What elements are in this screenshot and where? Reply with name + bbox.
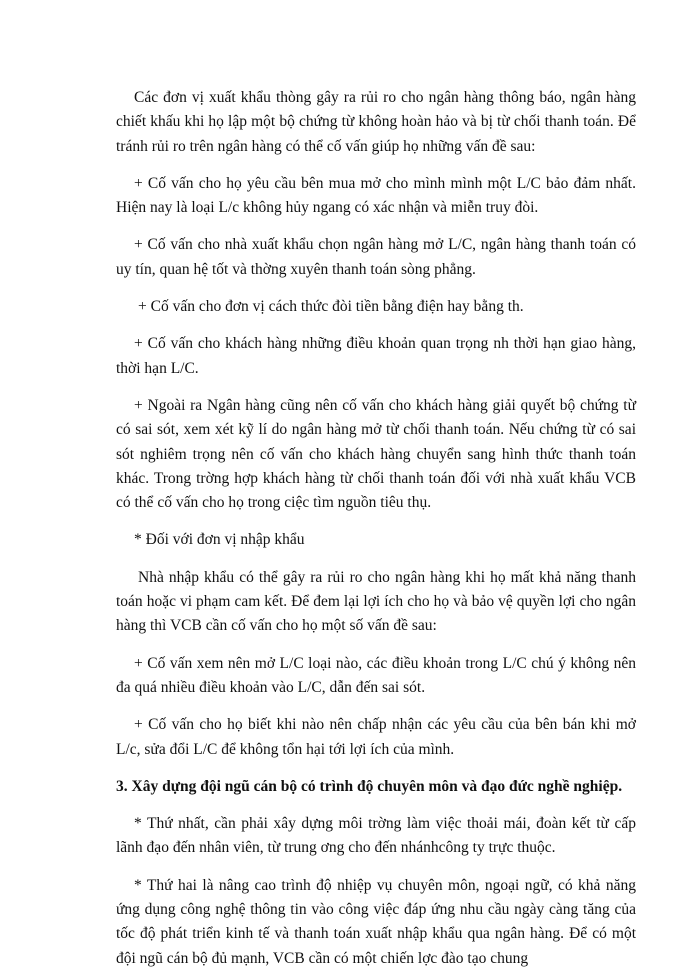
section-heading-staff: 3. Xây dựng đội ngũ cán bộ có trình độ chuyên môn và đạo đức nghề nghiệp. bbox=[116, 777, 623, 795]
document-body bbox=[116, 86, 636, 967]
paragraph-advice-claim-method: + Cố vấn cho đơn vị cách thức đòi tiền bằng điện hay bằng th. bbox=[138, 298, 524, 316]
paragraph-staff-first: * Thứ nhất, cần phải xây dựng môi trờng làm việc thoải mái, đoàn kết từ cấp lãnh đạo đến nhân viên, từ trung ơng cho đến nhánhcông ty trực thuộc. bbox=[116, 815, 636, 857]
paragraph-exporters-intro: Các đơn vị xuất khẩu thòng gây ra rủi ro cho ngân hàng thông báo, ngân hàng chiết khấu khi họ lập một bộ chứng từ không hoàn hảo và bị từ chối thanh toán. Để tránh rủi ro trên ngân hàng có thể cố vấn giúp họ những vấn đề sau: bbox=[116, 89, 636, 155]
paragraph-advice-lc-type: + Cố vấn xem nên mở L/C loại nào, các điều khoản trong L/C chú ý không nên đa quá nhiều điều khoản vào L/C, dẫn đến sai sót. bbox=[116, 654, 636, 696]
paragraph-advice-secure-lc: + Cố vấn cho họ yêu cầu bên mua mở cho mình mình một L/C bảo đảm nhất. Hiện nay là loại L/c không hủy ngang có xác nhận và miễn truy đòi. bbox=[116, 174, 636, 217]
paragraph-advice-accept-amendments: + Cố vấn cho họ biết khi nào nên chấp nhận các yêu cầu của bên bán khi mở L/c, sửa đổi L/C để không tổn hại tới lợi ích của mình. bbox=[116, 716, 636, 758]
paragraph-advice-key-terms: + Cố vấn cho khách hàng những điều khoản quan trọng nh thời hạn giao hàng, thời hạn L/C. bbox=[116, 335, 636, 377]
paragraph-advice-discrepant-docs: + Ngoài ra Ngân hàng cũng nên cố vấn cho khách hàng giải quyết bộ chứng từ có sai sót, xem xét kỹ lí do ngân hàng mở từ chối thanh toán. Nếu chứng từ có sai sót nghiêm trọng nên cố vấn cho khách hàng chuyển sang hình thức thanh toán khác. Trong trờng hợp khách hàng từ chối thanh toán đối với nhà xuất khẩu VCB có thể cố vấn cho họ trong ciệc tìm nguồn tiêu thụ. bbox=[116, 396, 636, 512]
subheading-importers: * Đối với đơn vị nhập khẩu bbox=[134, 531, 305, 549]
paragraph-advice-choose-bank: + Cố vấn cho nhà xuất khẩu chọn ngân hàng mở L/C, ngân hàng thanh toán có uy tín, quan hệ tốt và thờng xuyên thanh toán sòng phẳng. bbox=[116, 236, 636, 278]
paragraph-importers-intro: Nhà nhập khẩu có thể gây ra rủi ro cho ngân hàng khi họ mất khả năng thanh toán hoặc vi phạm cam kết. Để đem lại lợi ích cho họ và bảo vệ quyền lợi cho ngân hàng thì VCB cần cố vấn cho họ một số vấn đề sau: bbox=[116, 568, 636, 635]
paragraph-staff-second: * Thứ hai là nâng cao trình độ nhiệp vụ chuyên môn, ngoại ngữ, có khả năng ứng dụng công nghệ thông tin vào công việc đáp ứng nhu cầu ngày càng tăng của tốc độ phát triển kinh tế và thanh toán xuất nhập khẩu qua ngân hàng. Để có một đội ngũ cán bộ đủ mạnh, VCB cần có một chiến lợc đào tạo chung bbox=[116, 876, 636, 967]
